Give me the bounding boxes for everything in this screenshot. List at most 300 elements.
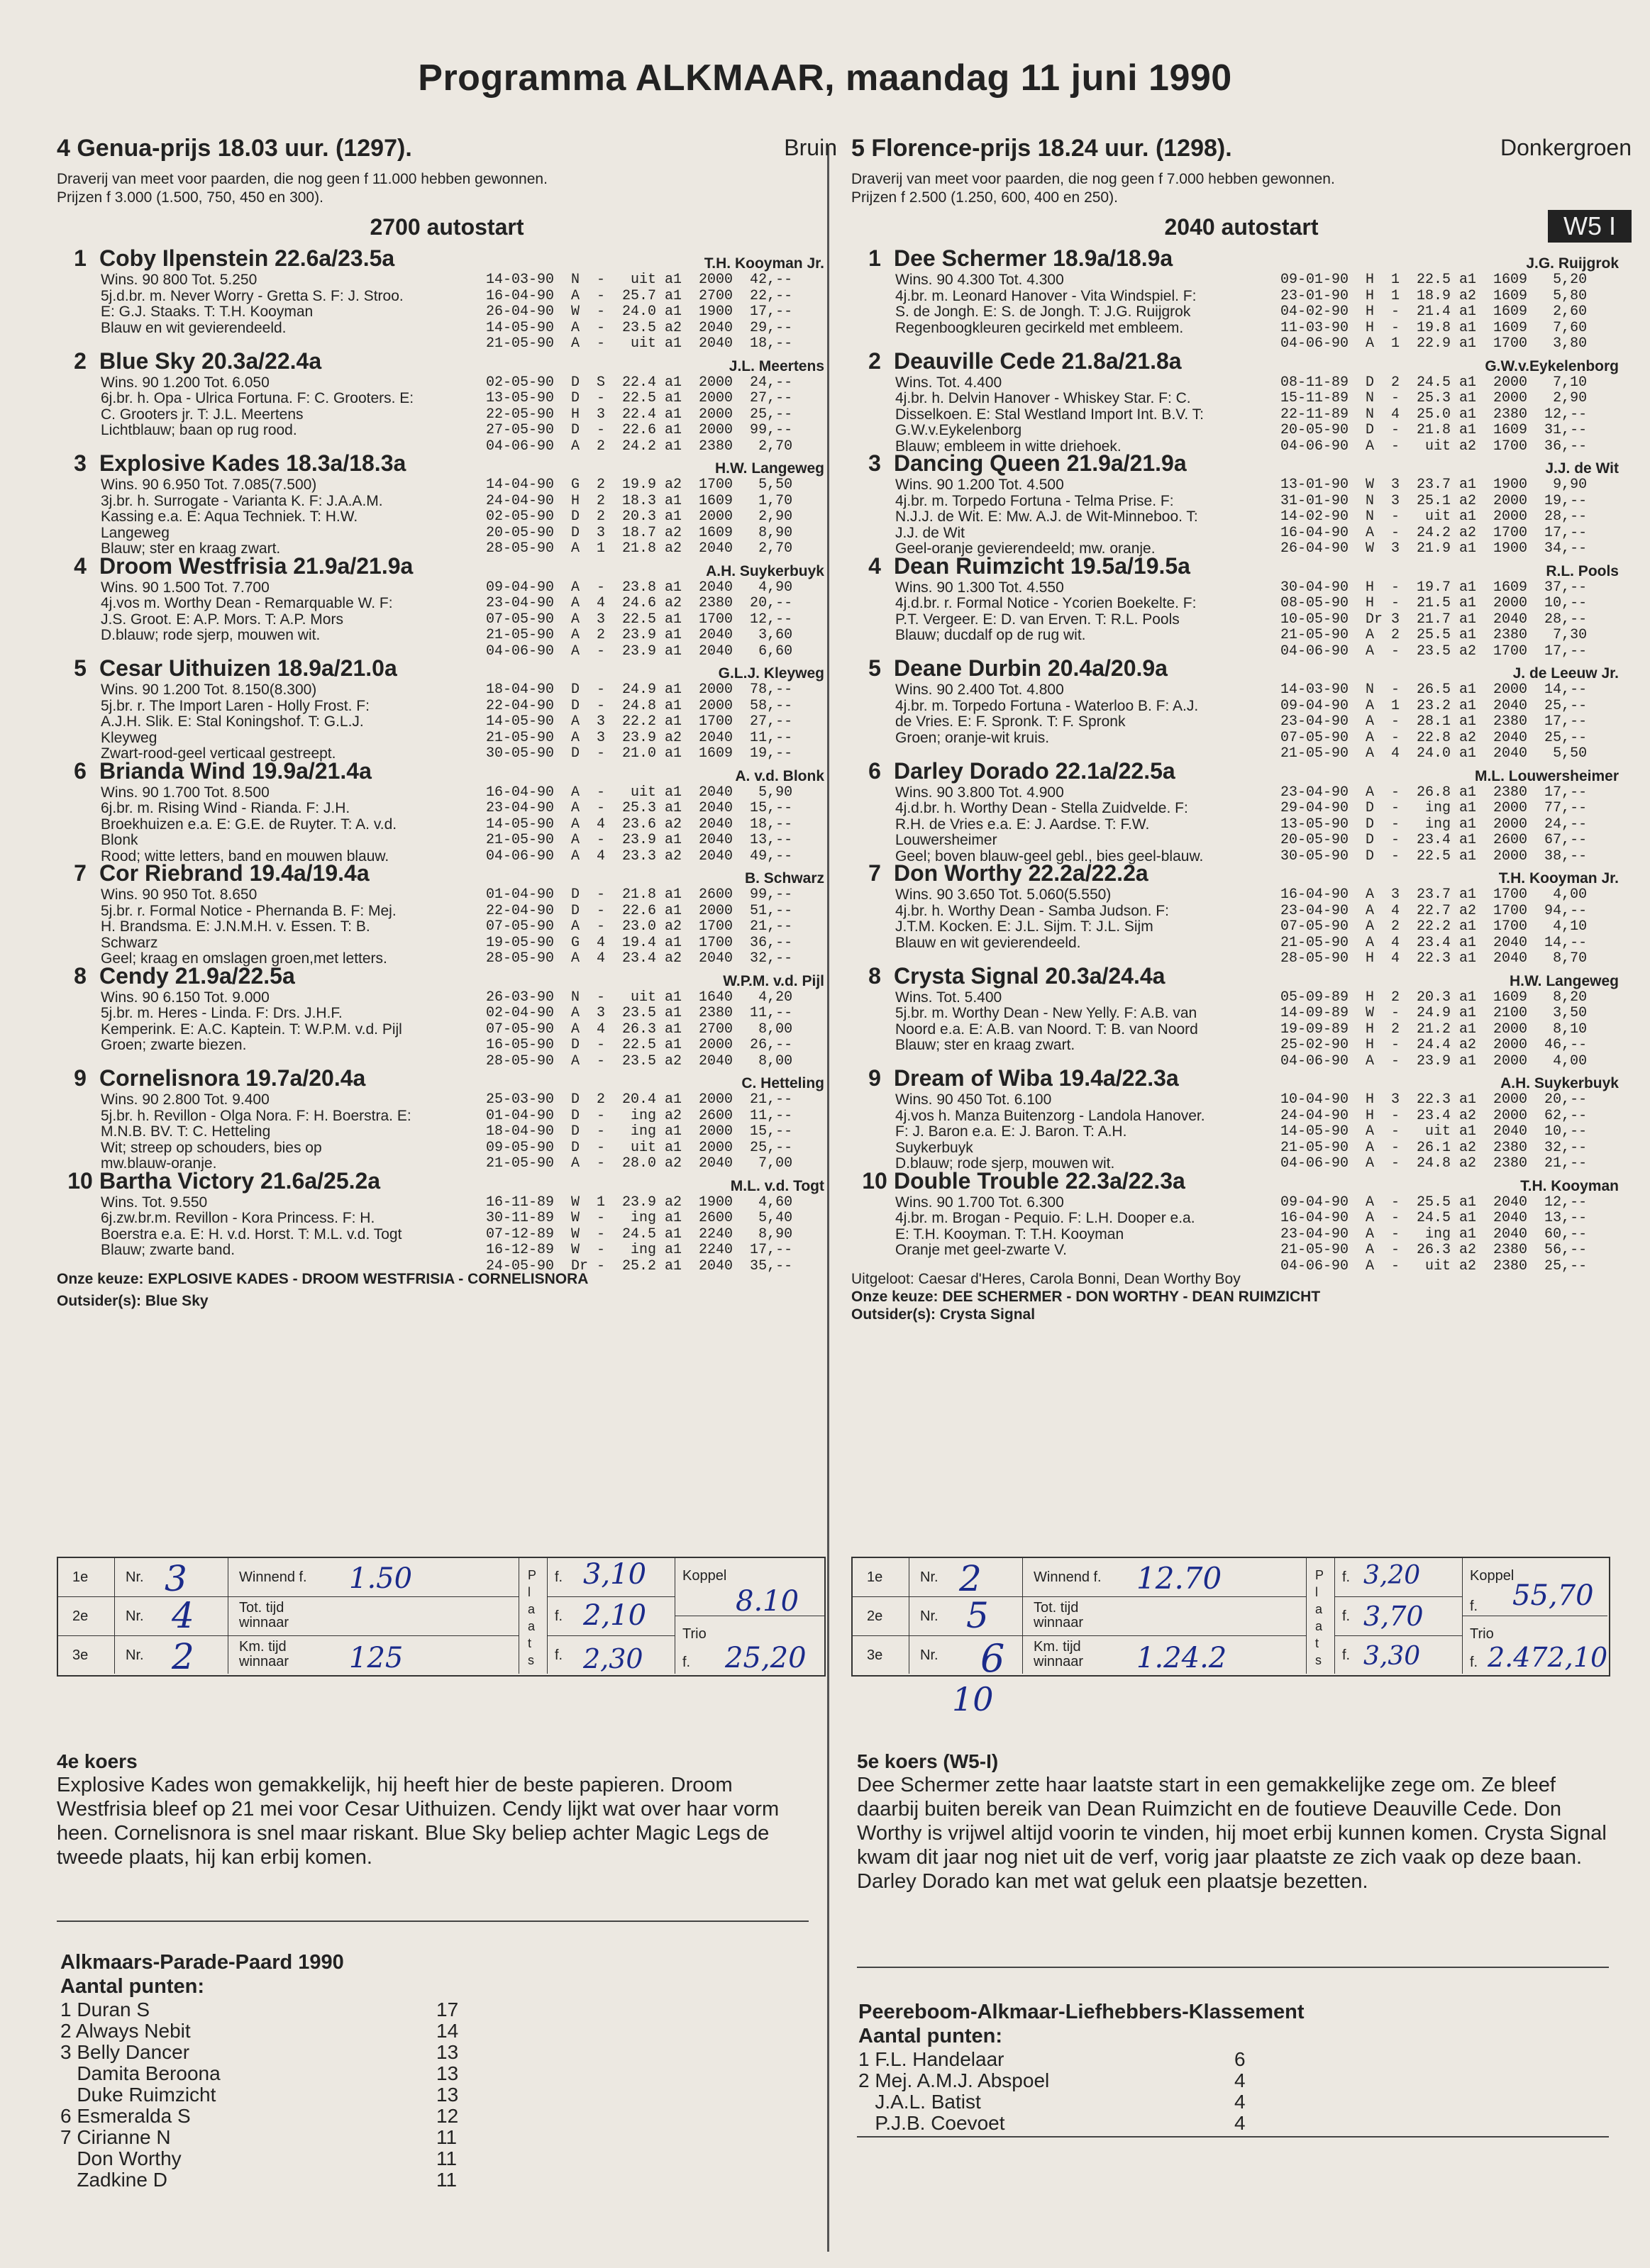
- horse-info-line: Broekhuizen e.a. E: G.E. de Ruyter. T: A. v.d.: [101, 816, 397, 833]
- start-record: 07-05-90 A 2 22.2 a1 1700 4,10: [1280, 918, 1588, 935]
- horse-info-line: 4j.d.br. h. Worthy Dean - Stella Zuidvelde. F:: [895, 800, 1188, 816]
- horse-info-line: J.J. de Wit: [895, 524, 965, 541]
- peereboom-list: [858, 2048, 1497, 2133]
- horse-info-line: M.N.B. BV. T: C. Hetteling: [101, 1123, 271, 1140]
- race-5-result-box: [851, 1557, 1610, 1718]
- horse-info-line: E: G.J. Staaks. T: T.H. Kooyman: [101, 304, 314, 320]
- handwritten-nr-2: 5: [966, 1595, 989, 1636]
- horse-entry: [851, 757, 1632, 865]
- start-record: 21-05-90 A 4 24.0 a1 2040 5,50: [1280, 745, 1588, 762]
- start-record: 07-05-90 A - 22.8 a2 2040 25,--: [1280, 729, 1588, 746]
- start-record: 14-09-89 W - 24.9 a1 2100 3,50: [1280, 1005, 1588, 1021]
- horse-details: [851, 579, 1632, 660]
- start-record: 02-05-90 D S 22.4 a1 2000 24,--: [486, 374, 793, 391]
- handwritten-nr-1: 3: [165, 1558, 187, 1599]
- start-record: 21-05-90 A - 23.9 a1 2040 13,--: [486, 832, 793, 848]
- handwritten-koppel: 55,70: [1512, 1579, 1594, 1612]
- horse-info: [101, 375, 512, 439]
- horse-info-line: A.J.H. Slik. E: Stal Koningshof. T: G.L.J.: [101, 713, 364, 730]
- horse-name: Deane Durbin 20.4a/20.9a: [894, 655, 1168, 681]
- horse-info: [895, 1092, 1307, 1172]
- horse-entry: [851, 962, 1632, 1069]
- race-5-description: Draverij van meet voor paarden, die nog geen f 7.000 hebben gewonnen.: [851, 171, 1335, 187]
- parade-subtitle: Aantal punten:: [60, 1975, 204, 1998]
- page-title: Programma ALKMAAR, maandag 11 juni 1990: [418, 57, 1232, 99]
- start-record: 22-11-89 N 4 25.0 a1 2380 12,--: [1280, 406, 1588, 423]
- handwritten-plaats-1: 3,20: [1363, 1561, 1421, 1590]
- start-record: 24-04-90 H 2 18.3 a1 1609 1,70: [486, 492, 793, 509]
- start-record: 24-04-90 H - 23.4 a2 2000 62,--: [1280, 1107, 1588, 1124]
- start-record: 04-06-90 A 4 23.3 a2 2040 49,--: [486, 847, 793, 865]
- ranking-points: 12: [436, 2105, 459, 2127]
- nr-label: Nr.: [126, 1569, 144, 1585]
- race-4-title: 4 Genua-prijs 18.03 uur. (1297).: [57, 135, 412, 162]
- nr-label: Nr.: [920, 1647, 938, 1663]
- ranking-row: [60, 2169, 557, 2190]
- f-label: f.: [1342, 1569, 1351, 1585]
- handwritten-plaats-1: 3,10: [583, 1558, 647, 1591]
- place-1-label: 1e: [867, 1569, 883, 1585]
- winnend-label: Winnend f.: [1034, 1569, 1102, 1585]
- horse-details: [57, 682, 837, 762]
- handwritten-koppel: 8.10: [736, 1585, 799, 1618]
- start-record: 21-05-90 A - 26.3 a2 2380 56,--: [1280, 1242, 1588, 1258]
- horse-recent-starts: [1280, 1195, 1587, 1275]
- horse-number: 9: [868, 1065, 881, 1091]
- start-record: 08-05-90 H - 21.5 a1 2000 10,--: [1280, 595, 1588, 611]
- horse-info-line: 4j.br. h. Delvin Hanover - Whiskey Star. F: C.: [895, 390, 1191, 406]
- horse-header: [57, 1065, 837, 1092]
- place-2-label: 2e: [72, 1608, 89, 1624]
- start-record: 14-05-90 A 4 23.6 a2 2040 18,--: [486, 816, 793, 833]
- horse-header: [57, 348, 837, 375]
- ranking-points: 11: [436, 2169, 458, 2191]
- horse-recent-starts: [1280, 785, 1587, 865]
- race-4-description: Draverij van meet voor paarden, die nog geen f 11.000 hebben gewonnen.: [57, 171, 548, 187]
- horse-driver: J. de Leeuw Jr.: [1512, 665, 1619, 682]
- start-record: 14-04-90 G 2 19.9 a2 1700 5,50: [486, 477, 793, 493]
- horse-info-line: 4j.br. m. Leonard Hanover - Vita Windspiel. F:: [895, 287, 1197, 304]
- horse-info-line: 5j.d.br. m. Never Worry - Gretta S. F: J. Stroo.: [101, 287, 404, 304]
- race-5-distance: 2040 autostart: [1164, 214, 1319, 240]
- nr-label: Nr.: [920, 1569, 938, 1585]
- horse-number: 7: [868, 860, 881, 886]
- horse-info-line: Wins. 90 950 Tot. 8.650: [101, 887, 258, 903]
- horse-info-line: Rood; witte letters, band en mouwen blauw.: [101, 847, 389, 865]
- ranking-points: 6: [1234, 2048, 1246, 2070]
- horse-entry: [851, 245, 1632, 352]
- horse-header: [851, 758, 1632, 785]
- start-record: 23-04-90 A - ing a1 2040 60,--: [1280, 1225, 1588, 1243]
- f-label: f.: [555, 1569, 563, 1585]
- right-bottom-separator: [857, 2136, 1609, 2138]
- race-4-distance-row: [57, 207, 837, 245]
- horse-info-line: Louwersheimer: [895, 832, 997, 848]
- start-record: 21-05-90 A 2 25.5 a1 2380 7,30: [1280, 627, 1588, 643]
- horse-number: 5: [74, 655, 87, 681]
- start-record: 09-04-90 A 1 23.2 a1 2040 25,--: [1280, 697, 1588, 714]
- horse-details: [57, 477, 837, 557]
- horse-info-line: N.J.J. de Wit. E: Mw. A.J. de Wit-Minneboo. T:: [895, 508, 1198, 525]
- start-record: 23-01-90 H 1 18.9 a2 1609 5,80: [1280, 287, 1588, 304]
- horse-driver: T.H. Kooyman: [1520, 1177, 1619, 1194]
- ranking-name: Zadkine D: [60, 2169, 167, 2191]
- start-record: 27-05-90 D - 22.6 a1 2000 99,--: [486, 422, 793, 438]
- ranking-points: 13: [436, 2041, 459, 2063]
- start-record: 29-04-90 D - ing a1 2000 77,--: [1280, 800, 1588, 816]
- horse-info-line: 4j.d.br. r. Formal Notice - Ycorien Boekelte. F:: [895, 595, 1197, 611]
- ranking-name: 7 Cirianne N: [60, 2126, 171, 2148]
- horse-recent-starts: [486, 477, 792, 557]
- horse-entry: [57, 757, 837, 865]
- start-record: 16-04-90 A - 25.7 a1 2700 22,--: [486, 287, 793, 304]
- horse-number: 2: [74, 348, 87, 374]
- horse-number: 6: [74, 757, 87, 784]
- horse-info: [101, 477, 512, 557]
- ranking-points: 4: [1234, 2091, 1246, 2113]
- f-label: f.: [682, 1655, 691, 1670]
- handwritten-plaats-2: 3,70: [1363, 1601, 1424, 1632]
- horse-header: [851, 450, 1632, 477]
- horse-info: [895, 375, 1307, 455]
- start-record: 14-02-90 N - uit a1 2000 28,--: [1280, 508, 1588, 525]
- start-record: 25-03-90 D 2 20.4 a1 2000 21,--: [486, 1091, 793, 1108]
- parade-title: Alkmaars-Parade-Paard 1990: [60, 1951, 344, 1974]
- left-separator: [57, 1920, 809, 1922]
- handwritten-nr-3: 6: [980, 1636, 1005, 1681]
- horse-name: Cor Riebrand 19.4a/19.4a: [99, 860, 370, 886]
- horse-info-line: 4j.br. h. Worthy Dean - Samba Judson. F:: [895, 902, 1169, 919]
- start-record: 16-04-90 A - uit a1 2040 5,90: [486, 784, 793, 801]
- start-record: 24-05-90 Dr - 25.2 a1 2040 35,--: [486, 1257, 793, 1274]
- ranking-row: [858, 2069, 1497, 2091]
- ranking-row: [60, 2105, 557, 2126]
- horse-info-line: Wins. 90 1.700 Tot. 6.300: [895, 1194, 1064, 1211]
- race-4-color: Bruin: [784, 135, 837, 160]
- horse-header: [851, 963, 1632, 990]
- race-4-distance: 2700 autostart: [370, 214, 524, 240]
- horse-driver: J.L. Meertens: [729, 357, 824, 374]
- horse-driver: B. Schwarz: [744, 870, 824, 886]
- horse-details: [851, 1091, 1632, 1172]
- horse-number: 7: [74, 860, 87, 886]
- horse-name: Brianda Wind 19.9a/21.4a: [99, 757, 372, 784]
- start-record: 21-05-90 A - 28.0 a2 2040 7,00: [486, 1155, 793, 1172]
- ranking-row: [60, 2084, 557, 2105]
- horse-info-line: Noord e.a. E: A.B. van Noord. T: B. van Noord: [895, 1021, 1198, 1038]
- horse-number: 4: [74, 552, 87, 579]
- horse-info-line: Blonk: [101, 832, 138, 848]
- horse-info-line: Geel; boven blauw-geel gebl., bies geel-blauw.: [895, 847, 1204, 865]
- horse-number: 10: [862, 1167, 887, 1194]
- horse-entry: [57, 1065, 837, 1172]
- horse-number: 3: [74, 450, 87, 476]
- horse-header: [57, 655, 837, 682]
- race-4-prizes: Prijzen f 3.000 (1.500, 750, 450 en 300).: [57, 189, 323, 206]
- parade-list: [60, 1999, 557, 2190]
- horse-name: Dee Schermer 18.9a/18.9a: [894, 245, 1173, 271]
- ranking-name: 1 F.L. Handelaar: [858, 2048, 1004, 2070]
- horse-name: Don Worthy 22.2a/22.2a: [894, 860, 1148, 886]
- horse-info-line: Wins. Tot. 9.550: [101, 1194, 208, 1211]
- horse-header: [851, 553, 1632, 580]
- start-record: 10-05-90 Dr 3 21.7 a1 2040 28,--: [1280, 611, 1588, 628]
- horse-details: [57, 886, 837, 967]
- start-record: 13-05-90 D - 22.5 a1 2000 27,--: [486, 390, 793, 406]
- horse-details: [851, 682, 1632, 762]
- start-record: 30-05-90 D - 22.5 a1 2000 38,--: [1280, 847, 1588, 865]
- horse-details: [851, 1194, 1632, 1274]
- horse-driver: H.W. Langeweg: [1509, 972, 1619, 989]
- horse-number: 10: [67, 1167, 93, 1194]
- horse-header: [57, 860, 837, 887]
- horse-info-line: J.T.M. Kocken. E: J.L. Sijm. T: J.L. Sijm: [895, 918, 1153, 935]
- ranking-points: 13: [436, 2062, 459, 2084]
- start-record: 30-05-90 D - 21.0 a1 1609 19,--: [486, 745, 793, 762]
- horse-info-line: 4j.br. m. Torpedo Fortuna - Waterloo B. F: A.J.: [895, 697, 1199, 714]
- ranking-name: 2 Mej. A.M.J. Abspoel: [858, 2069, 1050, 2091]
- horse-info: [101, 990, 512, 1054]
- start-record: 16-05-90 D - 22.5 a1 2000 26,--: [486, 1037, 793, 1053]
- start-record: 19-05-90 G 4 19.4 a1 1700 36,--: [486, 934, 793, 951]
- horse-header: [851, 860, 1632, 887]
- horse-entry: [851, 860, 1632, 967]
- horse-info-line: Blauw en wit gevierendeeld.: [101, 319, 287, 336]
- plaats-label: P l a a t s: [1315, 1568, 1324, 1667]
- f-label: f.: [1470, 1655, 1478, 1670]
- horse-info: [101, 1092, 512, 1172]
- horse-info-line: Wins. 90 1.200 Tot. 4.500: [895, 477, 1064, 493]
- horse-name: Darley Dorado 22.1a/22.5a: [894, 757, 1175, 784]
- start-record: 14-03-90 N - uit a1 2000 42,--: [486, 272, 793, 288]
- horse-recent-starts: [486, 375, 792, 455]
- horse-recent-starts: [1280, 580, 1587, 660]
- horse-name: Deauville Cede 21.8a/21.8a: [894, 348, 1182, 374]
- race-5-outsider: Outsider(s): Crysta Signal: [851, 1306, 1036, 1323]
- start-record: 18-04-90 D - ing a1 2000 15,--: [486, 1123, 793, 1140]
- horse-info-line: 6j.br. h. Opa - Ulrica Fortuna. F: C. Grooters. E:: [101, 390, 414, 406]
- horse-info-line: mw.blauw-oranje.: [101, 1155, 217, 1172]
- ranking-row: [858, 2091, 1497, 2112]
- start-record: 09-05-90 D - uit a1 2000 25,--: [486, 1139, 793, 1156]
- horse-info-line: Wins. 90 1.700 Tot. 8.500: [101, 784, 270, 801]
- horse-info: [895, 990, 1307, 1054]
- race-4-horse-list: [57, 245, 837, 1274]
- race-5-badge: W5 I: [1548, 210, 1632, 243]
- race-5-title: 5 Florence-prijs 18.24 uur. (1298).: [851, 135, 1232, 162]
- horse-driver: G.L.J. Kleyweg: [718, 665, 824, 682]
- horse-info-line: Wins. 90 1.500 Tot. 7.700: [101, 579, 270, 596]
- horse-recent-starts: [486, 990, 792, 1070]
- horse-info-line: Wins. 90 450 Tot. 6.100: [895, 1092, 1052, 1108]
- start-record: 23-04-90 A 4 24.6 a2 2380 20,--: [486, 595, 793, 611]
- horse-number: 3: [868, 450, 881, 476]
- ranking-row: [60, 2147, 557, 2169]
- ranking-points: 4: [1234, 2112, 1246, 2134]
- handwritten-winnend: 12.70: [1136, 1561, 1222, 1596]
- horse-header: [851, 1168, 1632, 1195]
- horse-info-line: J.S. Groot. E: A.P. Mors. T: A.P. Mors: [101, 611, 343, 628]
- horse-entry: [57, 860, 837, 967]
- horse-name: Dean Ruimzicht 19.5a/19.5a: [894, 552, 1190, 579]
- ranking-points: 17: [436, 1999, 459, 2020]
- horse-info-line: Regenboogkleuren gecirkeld met embleem.: [895, 319, 1184, 336]
- start-record: 28-05-90 A - 23.5 a2 2040 8,00: [486, 1052, 793, 1069]
- horse-recent-starts: [1280, 990, 1587, 1070]
- race-5-distance-row: [851, 207, 1632, 245]
- race-5-keuze: Onze keuze: DEE SCHERMER - DON WORTHY - DEAN RUIMZICHT: [851, 1289, 1321, 1305]
- start-record: 26-04-90 W - 24.0 a1 1900 17,--: [486, 304, 793, 320]
- race-5-column: [851, 135, 1632, 1323]
- horse-recent-starts: [1280, 375, 1587, 455]
- horse-info-line: 3j.br. h. Surrogate - Varianta K. F: J.A.A.M.: [101, 492, 383, 509]
- ranking-row: [858, 2048, 1497, 2069]
- horse-info-line: Boerstra e.a. E: H. v.d. Horst. T: M.L. v.d. Togt: [101, 1225, 402, 1243]
- ranking-name: 1 Duran S: [60, 1999, 150, 2020]
- horse-driver: M.L. Louwersheimer: [1474, 767, 1619, 784]
- horse-number: 8: [74, 962, 87, 989]
- start-record: 16-04-90 A - 24.2 a2 1700 17,--: [1280, 524, 1588, 541]
- km-tijd-label: Km. tijd winnaar: [239, 1639, 289, 1669]
- start-record: 28-05-90 A 1 21.8 a2 2040 2,70: [486, 540, 793, 557]
- horse-name: Bartha Victory 21.6a/25.2a: [99, 1167, 381, 1194]
- horse-info-line: Blauw; zwarte band.: [101, 1242, 236, 1258]
- race-5-header: [851, 135, 1632, 170]
- horse-info-line: Oranje met geel-zwarte V.: [895, 1242, 1068, 1258]
- horse-info: [895, 682, 1307, 746]
- horse-info-line: Wins. 90 2.400 Tot. 4.800: [895, 682, 1064, 698]
- ranking-name: P.J.B. Coevoet: [858, 2112, 1005, 2134]
- horse-info-line: 5j.br. h. Revillon - Olga Nora. F: H. Boerstra. E:: [101, 1107, 411, 1124]
- race-4-header: [57, 135, 837, 170]
- horse-name: Dancing Queen 21.9a/21.9a: [894, 450, 1187, 476]
- tot-tijd-label: Tot. tijd winnaar: [239, 1600, 289, 1630]
- horse-driver: A. v.d. Blonk: [735, 767, 824, 784]
- start-record: 23-04-90 A - 28.1 a1 2380 17,--: [1280, 713, 1588, 730]
- start-record: 22-04-90 D - 24.8 a1 2000 58,--: [486, 697, 793, 714]
- start-record: 04-06-90 A - uit a2 2380 25,--: [1280, 1257, 1588, 1274]
- horse-info-line: Wins. Tot. 4.400: [895, 374, 1002, 391]
- peereboom-section: [858, 2000, 1497, 2133]
- horse-driver: J.G. Ruijgrok: [1526, 255, 1619, 272]
- horse-number: 2: [868, 348, 881, 374]
- horse-recent-starts: [486, 887, 792, 967]
- start-record: 23-04-90 A - 26.8 a1 2380 17,--: [1280, 784, 1588, 801]
- km-tijd-label: Km. tijd winnaar: [1034, 1639, 1084, 1669]
- horse-header: [851, 348, 1632, 375]
- horse-driver: T.H. Kooyman Jr.: [1498, 870, 1619, 886]
- horse-number: 8: [868, 962, 881, 989]
- ranking-points: 13: [436, 2084, 459, 2106]
- horse-driver: W.P.M. v.d. Pijl: [723, 972, 824, 989]
- horse-driver: J.J. de Wit: [1545, 460, 1619, 477]
- horse-header: [851, 245, 1632, 272]
- start-record: 13-05-90 D - ing a1 2000 24,--: [1280, 816, 1588, 833]
- horse-name: Double Trouble 22.3a/22.3a: [894, 1167, 1185, 1194]
- horse-entry: [57, 245, 837, 352]
- start-record: 16-12-89 W - ing a1 2240 17,--: [486, 1242, 793, 1258]
- horse-entry: [57, 1167, 837, 1274]
- race-4-result-box: [57, 1557, 826, 1677]
- horse-details: [851, 477, 1632, 557]
- horse-info-line: Wins. 90 1.300 Tot. 4.550: [895, 579, 1064, 596]
- ranking-row: [60, 2041, 557, 2062]
- horse-info-line: Wins. 90 6.950 Tot. 7.085(7.500): [101, 477, 317, 493]
- horse-name: Crysta Signal 20.3a/24.4a: [894, 962, 1165, 989]
- horse-info-line: D.blauw; rode sjerp, mouwen wit.: [895, 1155, 1115, 1172]
- horse-info: [895, 272, 1307, 336]
- horse-details: [57, 272, 837, 352]
- horse-info-line: Groen; zwarte biezen.: [101, 1037, 247, 1053]
- peereboom-title: Peereboom-Alkmaar-Liefhebbers-Klassement: [858, 2001, 1305, 2023]
- horse-info-line: Lichtblauw; baan op rug rood.: [101, 422, 297, 438]
- horse-driver: R.L. Pools: [1546, 562, 1619, 579]
- horse-entry: [57, 348, 837, 455]
- horse-info-line: Wins. 90 6.150 Tot. 9.000: [101, 989, 270, 1006]
- horse-header: [57, 758, 837, 785]
- start-record: 04-06-90 A - 23.9 a1 2000 4,00: [1280, 1052, 1588, 1069]
- horse-info-line: Wins. 90 4.300 Tot. 4.300: [895, 272, 1064, 288]
- horse-driver: H.W. Langeweg: [714, 460, 824, 477]
- horse-info-line: Blauw; ducdalf op de rug wit.: [895, 627, 1086, 643]
- ranking-row: [60, 2062, 557, 2084]
- ranking-points: 11: [436, 2126, 458, 2148]
- start-record: 09-04-90 A - 23.8 a1 2040 4,90: [486, 579, 793, 596]
- start-record: 07-05-90 A 4 26.3 a1 2700 8,00: [486, 1021, 793, 1038]
- start-record: 18-04-90 D - 24.9 a1 2000 78,--: [486, 682, 793, 698]
- horse-name: Coby Ilpenstein 22.6a/23.5a: [99, 245, 395, 271]
- horse-info-line: Wins. 90 3.800 Tot. 4.900: [895, 784, 1064, 801]
- ranking-points: 11: [436, 2147, 458, 2169]
- horse-header: [57, 553, 837, 580]
- start-record: 13-01-90 W 3 23.7 a1 1900 9,90: [1280, 477, 1588, 493]
- race-4-keuze: Onze keuze: EXPLOSIVE KADES - DROOM WESTFRISIA - CORNELISNORA: [57, 1271, 589, 1287]
- horse-info-line: R.H. de Vries e.a. E: J. Aardse. T: F.W.: [895, 816, 1150, 833]
- horse-entry: [851, 552, 1632, 660]
- start-record: 16-11-89 W 1 23.9 a2 1900 4,60: [486, 1194, 793, 1211]
- start-record: 14-03-90 N - 26.5 a1 2000 14,--: [1280, 682, 1588, 698]
- horse-details: [851, 989, 1632, 1069]
- horse-header: [57, 245, 837, 272]
- handwritten-plaats-3: 3,30: [1363, 1642, 1421, 1671]
- horse-info-line: Groen; oranje-wit kruis.: [895, 729, 1050, 746]
- start-record: 21-05-90 A 2 23.9 a1 2040 3,60: [486, 627, 793, 643]
- start-record: 22-04-90 D - 22.6 a1 2000 51,--: [486, 902, 793, 919]
- place-1-label: 1e: [72, 1569, 89, 1585]
- ranking-points: 4: [1234, 2069, 1246, 2091]
- horse-info-line: 6j.br. m. Rising Wind - Rianda. F: J.H.: [101, 800, 350, 816]
- parade-paard-section: [60, 1950, 557, 2190]
- trio-label: Trio: [1470, 1626, 1494, 1642]
- horse-details: [57, 579, 837, 660]
- race-5-prizes: Prijzen f 2.500 (1.250, 600, 400 en 250).: [851, 189, 1118, 206]
- horse-info-line: G.W.v.Eykelenborg: [895, 422, 1022, 438]
- start-record: 21-05-90 A 3 23.9 a2 2040 11,--: [486, 729, 793, 746]
- horse-number: 1: [74, 245, 87, 271]
- start-record: 23-04-90 A 4 22.7 a2 1700 94,--: [1280, 902, 1588, 919]
- horse-number: 4: [868, 552, 881, 579]
- horse-name: Explosive Kades 18.3a/18.3a: [99, 450, 406, 476]
- start-record: 16-04-90 A 3 23.7 a1 1700 4,00: [1280, 886, 1588, 903]
- horse-entry: [57, 655, 837, 762]
- horse-header: [57, 450, 837, 477]
- start-record: 05-09-89 H 2 20.3 a1 1609 8,20: [1280, 989, 1588, 1006]
- horse-details: [57, 1091, 837, 1172]
- start-record: 11-03-90 H - 19.8 a1 1609 7,60: [1280, 319, 1588, 336]
- f-label: f.: [1342, 1647, 1351, 1663]
- horse-info-line: Geel; kraag en omslagen groen,met letters.: [101, 950, 387, 967]
- horse-info: [101, 1195, 512, 1259]
